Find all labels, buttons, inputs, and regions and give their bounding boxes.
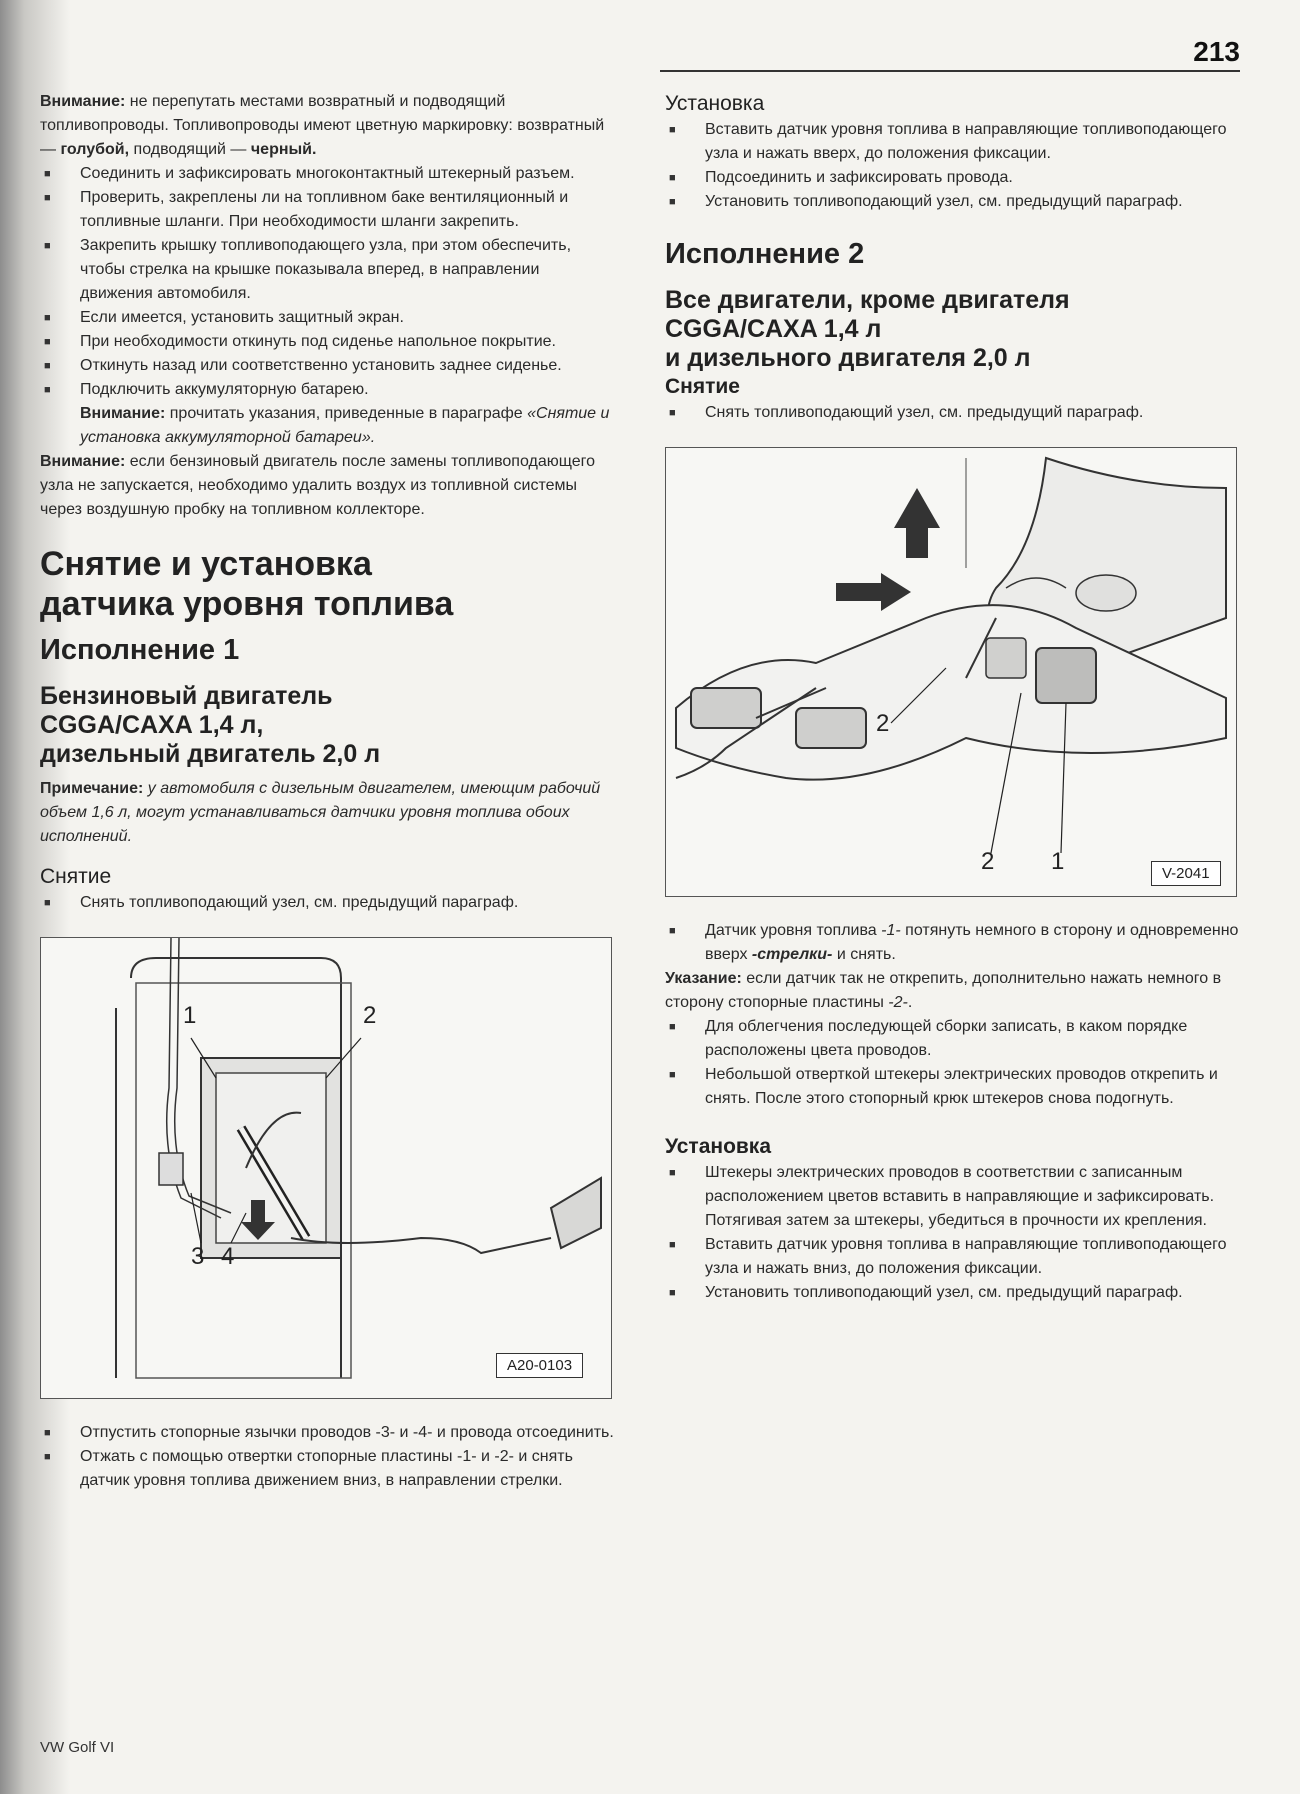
variant-2-heading: Исполнение 2	[665, 238, 865, 270]
list-item: ■ Вставить датчик уровня топлива в направляющие топливоподающего узла и нажать вниз, до положения фиксации.	[665, 1233, 1240, 1281]
left-column	[40, 90, 615, 1493]
variant-1-heading: Исполнение 1	[40, 634, 240, 666]
figure-label: 1	[183, 1002, 197, 1029]
figure-code: A20-0103	[496, 1353, 583, 1378]
list-item: ■ Установить топливоподающий узел, см. предыдущий параграф.	[665, 190, 1240, 214]
list-item: ■ Подсоединить и зафиксировать провода.	[665, 166, 1240, 190]
right-column	[665, 90, 1240, 1305]
figure-code: V-2041	[1151, 861, 1221, 886]
figure-label: 4	[221, 1243, 235, 1270]
list-item: ■ Подключить аккумуляторную батарею.	[40, 378, 615, 402]
warning-return-lines: Внимание: не перепутать местами возвратный и подводящий топливопроводы. Топливопроводы имеют цветную маркировку: возвратный — голубой, подводящий — черный.	[40, 93, 605, 158]
engine-heading-2: Все двигатели, кроме двигателя CGGA/CAXA 1,4 л и дизельного двигателя 2,0 л	[665, 286, 1070, 372]
install-heading-2: Установка	[665, 1135, 771, 1158]
figure-v-2041	[665, 447, 1237, 897]
figure-a20-0103	[40, 937, 612, 1399]
install-heading-1: Установка	[665, 92, 765, 115]
list-item: ■ Датчик уровня топлива -1- потянуть немного в сторону и одновременно вверх -стрелки- и снять.	[665, 919, 1240, 967]
list-item: ■ Отжать с помощью отвертки стопорные пластины -1- и -2- и снять датчик уровня топлива движением вниз, в направлении стрелки.	[40, 1445, 615, 1493]
list-item: ■ Снять топливоподающий узел, см. предыдущий параграф.	[665, 401, 1240, 425]
engine-heading-1: Бензиновый двигатель CGGA/CAXA 1,4 л, дизельный двигатель 2,0 л	[40, 682, 381, 768]
page-footer: VW Golf VI	[40, 1739, 115, 1756]
figure-label: 2	[876, 710, 890, 737]
list-item: ■ Проверить, закреплены ли на топливном баке вентиляционный и топливные шланги. При необходимости шланги закрепить.	[40, 186, 615, 234]
figure-label: 2	[981, 848, 995, 875]
warning-air-bleed: Внимание: если бензиновый двигатель после замены топливоподающего узла не запускается, необходимо удалить воздух из топливной системы через воздушную пробку на топливном коллекторе.	[40, 453, 595, 518]
list-item: ■ Небольшой отверткой штекеры электрических проводов открепить и снять. После этого стопорный крюк штекеров снова подогнуть.	[665, 1063, 1240, 1111]
list-item: ■ Установить топливоподающий узел, см. предыдущий параграф.	[665, 1281, 1240, 1305]
list-item: ■ Откинуть назад или соответственно установить заднее сиденье.	[40, 354, 615, 378]
removal-heading-2: Снятие	[665, 375, 740, 398]
list-item: ■ Штекеры электрических проводов в соответствии с записанным расположением цветов вставить в направляющие и зафиксировать. Потягивая затем за штекеры, убедиться в прочности их крепления.	[665, 1161, 1240, 1233]
fuel-sender-illustration-1	[41, 938, 611, 1398]
removal-heading-1: Снятие	[40, 865, 112, 888]
page-number: 213	[1193, 36, 1240, 67]
battery-attention-note: Внимание: прочитать указания, приведенные в параграфе «Снятие и установка аккумуляторной батареи».	[80, 405, 610, 446]
section-title: Снятие и установка датчика уровня топлива	[40, 545, 454, 623]
list-item: ■ Отпустить стопорные язычки проводов -3- и -4- и провода отсоединить.	[40, 1421, 615, 1445]
header-rule	[660, 70, 1240, 72]
list-item: ■ Снять топливоподающий узел, см. предыдущий параграф.	[40, 891, 615, 915]
figure-label: 3	[191, 1243, 205, 1270]
list-item: ■ Для облегчения последующей сборки записать, в каком порядке расположены цвета проводов.	[665, 1015, 1240, 1063]
figure-label: 1	[1051, 848, 1065, 875]
hint-note: Указание: если датчик так не открепить, дополнительно нажать немного в сторону стопорные пластины -2-.	[665, 970, 1222, 1011]
list-item: ■ Вставить датчик уровня топлива в направляющие топливоподающего узла и нажать вверх, до положения фиксации.	[665, 118, 1240, 166]
diesel-note: Примечание: у автомобиля с дизельным двигателем, имеющим рабочий объем 1,6 л, могут устанавливаться датчики уровня топлива обоих исполнений.	[40, 780, 601, 845]
list-item: ■ Закрепить крышку топливоподающего узла, при этом обеспечить, чтобы стрелка на крышке показывала вперед, в направлении движения автомобиля.	[40, 234, 615, 306]
fuel-sender-illustration-2	[666, 448, 1236, 896]
list-item: ■ Если имеется, установить защитный экран.	[40, 306, 615, 330]
list-item: ■ Соединить и зафиксировать многоконтактный штекерный разъем.	[40, 162, 615, 186]
list-item: ■ При необходимости откинуть под сиденье напольное покрытие.	[40, 330, 615, 354]
figure-label: 2	[363, 1002, 377, 1029]
